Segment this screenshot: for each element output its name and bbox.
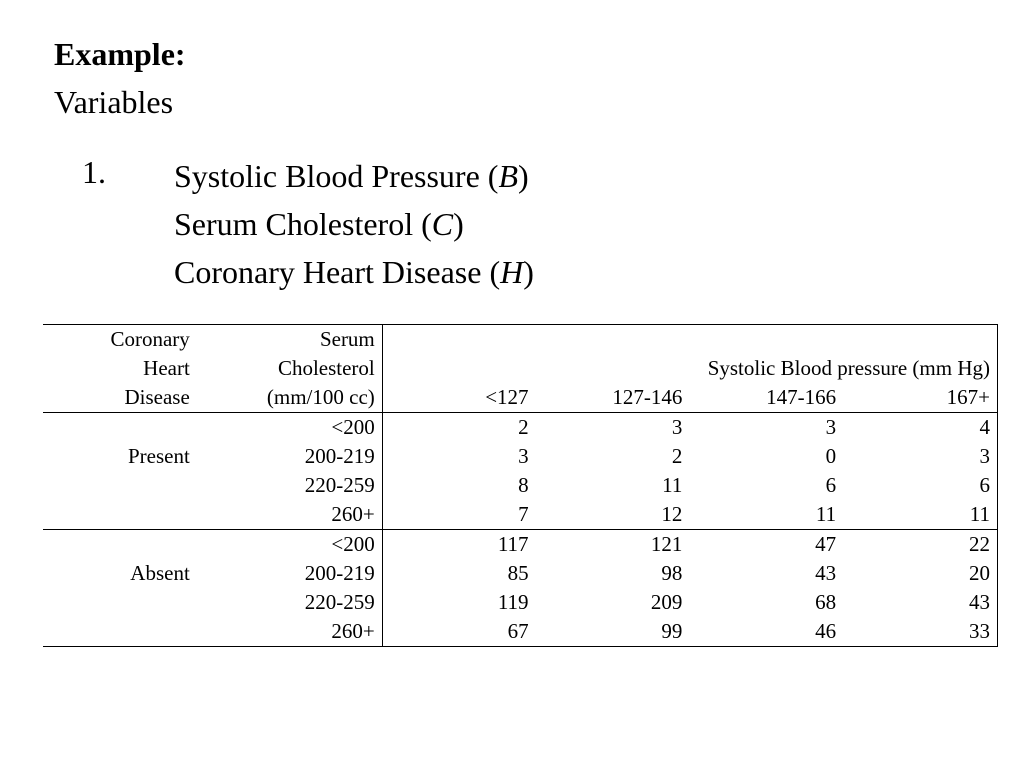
- header-sbp-title: Systolic Blood pressure (mm Hg): [707, 356, 990, 380]
- header-row: [43, 325, 998, 355]
- variable-name: Systolic Blood Pressure (: [174, 158, 499, 194]
- cholesterol-level: 200-219: [197, 442, 382, 471]
- group-label: Absent: [130, 561, 190, 585]
- count-cell: 2: [671, 444, 683, 468]
- count-cell: 33: [843, 617, 997, 647]
- count-cell: 43: [843, 588, 997, 617]
- table-row: [43, 617, 998, 647]
- cholesterol-level: 260+: [197, 500, 382, 530]
- count-cell: 11: [843, 500, 997, 530]
- cholesterol-level: 220-259: [197, 471, 382, 500]
- variable-name: Coronary Heart Disease (: [174, 254, 501, 290]
- count-cell: 0: [825, 444, 837, 468]
- variable-item-coronary-heart-disease: [174, 248, 534, 296]
- example-heading: Example:: [54, 36, 186, 72]
- header-sbp-level: 127-146: [536, 383, 690, 413]
- variables-subheading: Variables: [54, 84, 174, 120]
- variable-item-serum-cholesterol: [174, 200, 534, 248]
- table-row: [43, 442, 998, 471]
- header-sbp-level: <127: [382, 383, 535, 413]
- count-cell: 6: [843, 471, 997, 500]
- count-cell: 99: [536, 617, 690, 647]
- contingency-table: [43, 324, 998, 647]
- table-row: [43, 500, 998, 530]
- table-row: [43, 471, 998, 500]
- header-chd: Heart: [143, 356, 190, 380]
- count-cell: 2: [518, 415, 529, 439]
- count-cell: 8: [518, 473, 529, 497]
- table-row: [43, 413, 998, 443]
- cholesterol-level: 260+: [197, 617, 382, 647]
- cholesterol-level: 200-219: [197, 559, 382, 588]
- header-chol: Cholesterol: [197, 354, 382, 383]
- variable-symbol: B: [498, 158, 518, 194]
- list-number: 1.: [82, 154, 106, 190]
- variable-close-paren: ): [517, 158, 529, 194]
- count-cell: 85: [507, 561, 529, 585]
- header-chd: Disease: [43, 383, 197, 413]
- count-cell: 67: [382, 617, 535, 647]
- table-row: [43, 530, 998, 560]
- count-cell: 22: [843, 530, 997, 560]
- count-cell: 98: [661, 561, 683, 585]
- header-row: [43, 354, 998, 383]
- count-cell: 12: [536, 500, 690, 530]
- header-chol: Serum: [197, 325, 382, 355]
- count-cell: 20: [843, 559, 997, 588]
- table-row: [43, 559, 998, 588]
- cholesterol-level: 220-259: [197, 588, 382, 617]
- count-cell: 43: [815, 561, 837, 585]
- header-chd: Coronary: [43, 325, 197, 355]
- count-cell: 3: [825, 415, 837, 439]
- cholesterol-level: <200: [197, 530, 382, 560]
- table-row: [43, 588, 998, 617]
- header-chol: (mm/100 cc): [197, 383, 382, 413]
- variable-symbol: C: [431, 206, 454, 242]
- count-cell: 6: [825, 473, 837, 497]
- variable-symbol: H: [500, 254, 524, 290]
- variable-name: Serum Cholesterol (: [174, 206, 432, 242]
- count-cell: 68: [815, 590, 837, 614]
- header-sbp-level: 147-166: [689, 383, 843, 413]
- variable-close-paren: ): [523, 254, 534, 290]
- group-label: Present: [127, 444, 190, 468]
- count-cell: 3: [843, 442, 997, 471]
- count-cell: 46: [689, 617, 843, 647]
- variable-list: [174, 152, 534, 296]
- header-row: [43, 383, 998, 413]
- count-cell: 47: [815, 532, 837, 556]
- count-cell: 119: [497, 590, 529, 614]
- count-cell: 117: [497, 532, 529, 556]
- count-cell: 7: [382, 500, 535, 530]
- variable-close-paren: ): [453, 206, 464, 242]
- count-cell: 3: [671, 415, 683, 439]
- count-cell: 121: [650, 532, 683, 556]
- count-cell: 11: [689, 500, 843, 530]
- count-cell: 11: [662, 473, 683, 497]
- count-cell: 3: [518, 444, 529, 468]
- count-cell: 4: [843, 413, 997, 443]
- cholesterol-level: <200: [197, 413, 382, 443]
- header-sbp-level: 167+: [843, 383, 997, 413]
- count-cell: 209: [650, 590, 683, 614]
- variable-item-systolic-bp: [174, 152, 534, 200]
